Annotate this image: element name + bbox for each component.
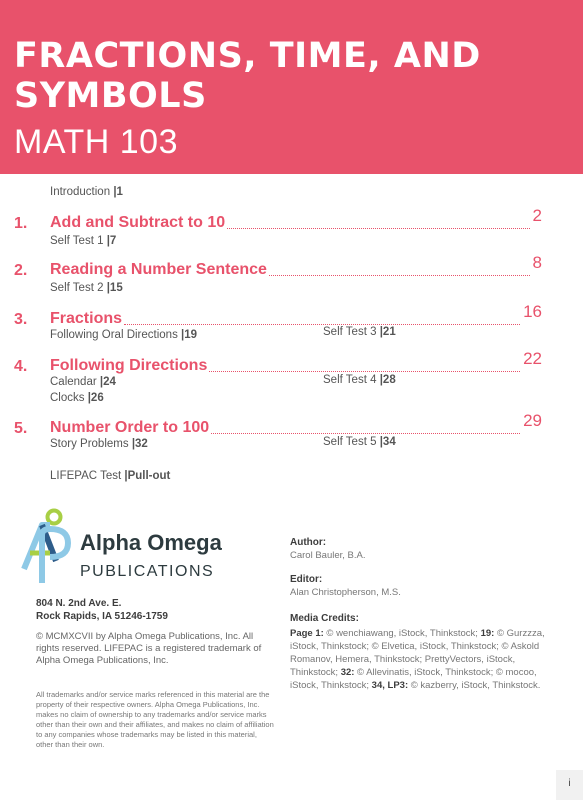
book-subtitle: MATH 103 bbox=[14, 123, 178, 161]
unit-2-number: 2. bbox=[14, 262, 28, 279]
editor-label: Editor: bbox=[290, 574, 323, 585]
unit-5-sub-1: Story Problems |32 bbox=[50, 438, 148, 450]
unit-3-self-test: Self Test 3 |21 bbox=[323, 326, 396, 338]
unit-2-row bbox=[50, 253, 542, 280]
unit-3-page: 16 bbox=[523, 302, 542, 321]
unit-1-title: Add and Subtract to 10 bbox=[50, 214, 226, 231]
dot-leader bbox=[209, 371, 520, 372]
unit-1-number: 1. bbox=[14, 215, 28, 232]
unit-4-row bbox=[50, 349, 542, 376]
unit-3-title: Fractions bbox=[50, 310, 123, 327]
header-banner bbox=[0, 0, 583, 174]
unit-4-sub-2: Clocks |26 bbox=[50, 392, 104, 404]
publisher-name: Alpha Omega bbox=[80, 530, 222, 555]
dot-leader bbox=[227, 228, 529, 229]
dot-leader bbox=[124, 324, 520, 325]
publisher-subname: PUBLICATIONS bbox=[80, 563, 215, 580]
editor-name: Alan Christopherson, M.S. bbox=[290, 587, 401, 598]
copyright-notice: © MCMXCVII by Alpha Omega Publications, Inc. All rights reserved. LIFEPAC is a registered trademark of Alpha Omega Publications, Inc. bbox=[36, 631, 262, 666]
unit-3-number: 3. bbox=[14, 311, 28, 328]
unit-1-page: 2 bbox=[532, 206, 542, 225]
media-credits: Page 1: © wenchiawang, iStock, Thinkstock; 19: © Gurzzza, iStock, Thinkstock; © Elvetica, iStock, Thinkstock; © Askold Romanov, Hemera, Thinkstock; PrettyVectors, iStock, Thinkstock; 32: © Allevinatis, iStock, Thinkstock; © mocoo, iStock, Thinkstock; 34, LP3: © kazberry, iStock, Thinkstock. bbox=[290, 628, 545, 691]
toc-lifepac-test: LIFEPAC Test |Pull-out bbox=[50, 470, 171, 482]
unit-1-row bbox=[50, 206, 542, 233]
unit-5-title: Number Order to 100 bbox=[50, 419, 210, 436]
dot-leader bbox=[269, 275, 530, 276]
page-number: i bbox=[556, 770, 583, 800]
unit-4-number: 4. bbox=[14, 358, 28, 375]
media-credits-label: Media Credits: bbox=[290, 613, 359, 624]
trademark-notice: All trademarks and/or service marks referenced in this material are the property of their respective owners. Alpha Omega Publications, Inc. makes no claim of ownership to any trademarks and/or service marks other than their own and their affiliates, and makes no claim of affiliation to any companies whose trademarks may be listed in this material, other than their own. bbox=[36, 690, 274, 749]
unit-1-self-test: Self Test 1 |7 bbox=[50, 235, 117, 247]
unit-3-sub-1: Following Oral Directions |19 bbox=[50, 329, 198, 341]
address-line-2: Rock Rapids, IA 51246-1759 bbox=[36, 611, 168, 622]
author-label: Author: bbox=[290, 537, 327, 548]
unit-5-page: 29 bbox=[523, 411, 542, 430]
book-title: FRACTIONS, TIME, AND SYMBOLS bbox=[14, 36, 481, 116]
unit-3-row bbox=[50, 302, 542, 329]
toc-introduction: Introduction |1 bbox=[50, 186, 123, 198]
unit-4-self-test: Self Test 4 |28 bbox=[323, 374, 396, 386]
unit-5-row bbox=[50, 411, 542, 438]
unit-4-page: 22 bbox=[523, 349, 542, 368]
address-line-1: 804 N. 2nd Ave. E. bbox=[36, 598, 122, 609]
unit-4-sub-1: Calendar |24 bbox=[50, 376, 116, 388]
unit-2-title: Reading a Number Sentence bbox=[50, 261, 267, 278]
unit-4-title: Following Directions bbox=[50, 357, 208, 374]
unit-2-page: 8 bbox=[532, 253, 542, 272]
author-name: Carol Bauler, B.A. bbox=[290, 550, 366, 561]
unit-5-self-test: Self Test 5 |34 bbox=[323, 436, 396, 448]
aop-logo-icon bbox=[20, 505, 76, 585]
unit-5-number: 5. bbox=[14, 420, 28, 437]
unit-2-self-test: Self Test 2 |15 bbox=[50, 282, 123, 294]
dot-leader bbox=[211, 433, 520, 434]
